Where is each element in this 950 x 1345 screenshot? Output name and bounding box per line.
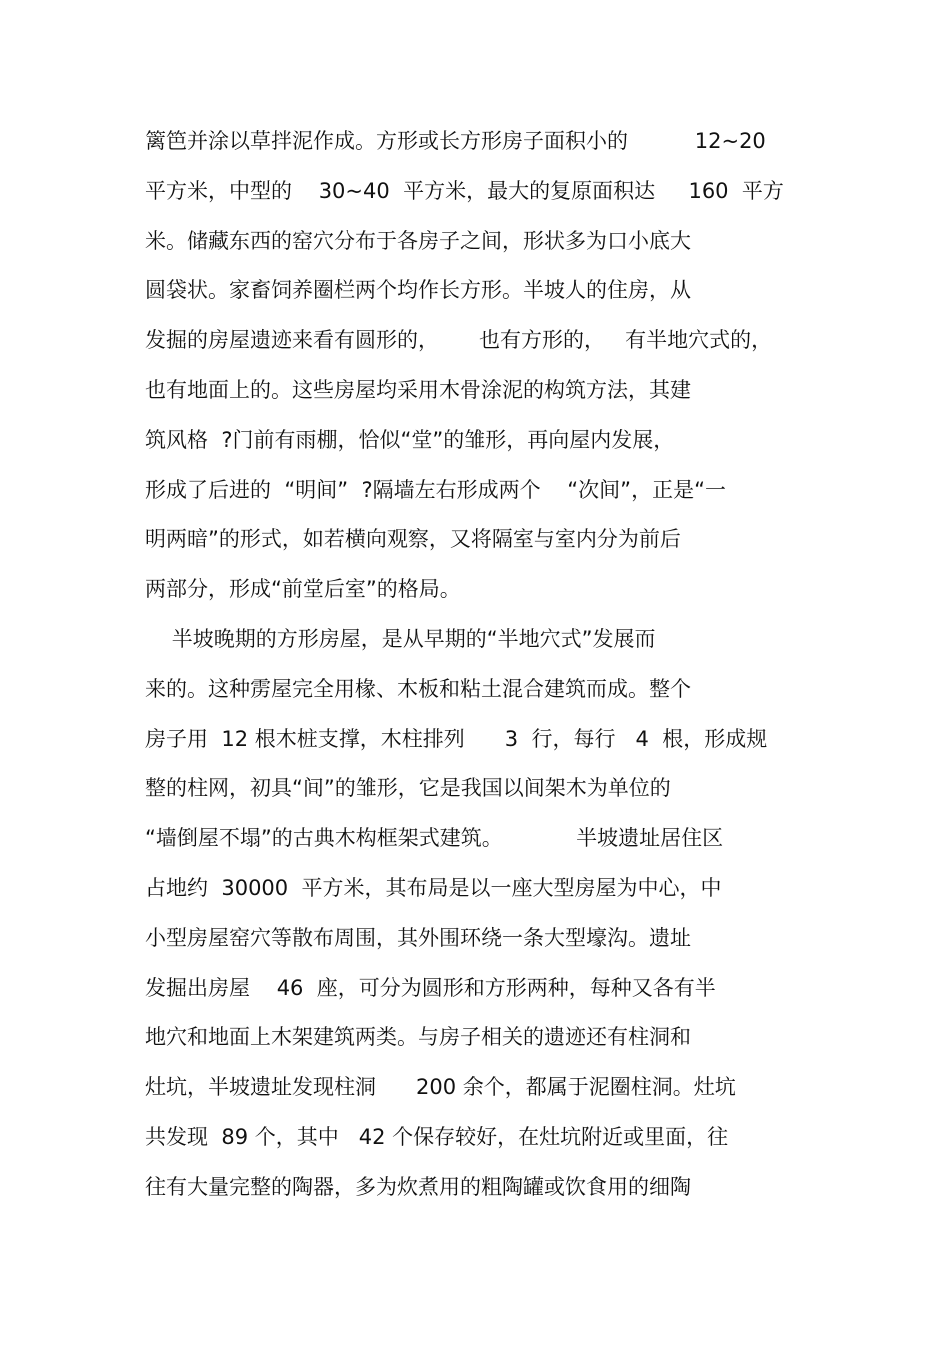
text-line: 也有地面上的。这些房屋均采用木骨涂泥的构筑方法，其建 — [145, 377, 691, 402]
text-line: 平方米，中型的 30~40 平方米，最大的复原面积达 160 平方 — [145, 178, 784, 203]
paragraph-start-line: 半坡晚期的方形房屋，是从早期的“半地穴式”发展而 — [145, 626, 656, 651]
text-line: 明两暗”的形式，如若横向观察，又将隔室与室内分为前后 — [145, 527, 681, 552]
body-text — [145, 123, 845, 1219]
text-line: 发掘的房屋遗迹来看有圆形的， 也有方形的， 有半地穴式的， — [145, 328, 773, 353]
text-line: 圆袋状。家畜饲养圈栏两个均作长方形。半坡人的住房，从 — [145, 278, 691, 303]
text-line: 发掘出房屋 46 座，可分为圆形和方形两种，每种又各有半 — [145, 975, 716, 1000]
text-line: 来的。这种雳屋完全用椽、木板和粘土混合建筑而成。整个 — [145, 676, 691, 701]
text-line: 占地约 30000 平方米，其布局是以一座大型房屋为中心，中 — [145, 875, 722, 900]
text-line: 篱笆并涂以草拌泥作成。方形或长方形房子面积小的 12~20 — [145, 129, 766, 153]
text-line: 灶坑，半坡遗址发现柱洞 200 余个，都属于泥圈柱洞。灶坑 — [145, 1075, 736, 1100]
text-line: 整的柱网，初具“间”的雏形，它是我国以间架木为单位的 — [145, 776, 671, 801]
text-line: 房子用 12 根木桩支撑，木柱排列 3 行，每行 4 根，形成规 — [145, 726, 768, 751]
text-line: 筑风格 ?门前有雨棚，恰似“堂”的雏形，再向屋内发展， — [145, 427, 675, 452]
text-line: “墙倒屋不塌”的古典木构框架式建筑。 半坡遗址居住区 — [145, 826, 724, 851]
text-line: 地穴和地面上木架建筑两类。与房子相关的遗迹还有柱洞和 — [145, 1025, 691, 1050]
text-line: 米。储藏东西的窑穴分布于各房子之间，形状多为口小底大 — [145, 228, 691, 253]
text-line: 往有大量完整的陶器，多为炊煮用的粗陶罐或饮食用的细陶 — [145, 1174, 691, 1199]
text-line: 两部分，形成“前堂后室”的格局。 — [145, 577, 461, 602]
text-line: 共发现 89 个，其中 42 个保存较好，在灶坑附近或里面，往 — [145, 1124, 729, 1149]
text-line: 形成了后进的 “明间” ?隔墙左右形成两个 “次间”，正是“一 — [145, 477, 726, 502]
text-line: 小型房屋窑穴等散布周围，其外围环绕一条大型壕沟。遗址 — [145, 925, 691, 950]
